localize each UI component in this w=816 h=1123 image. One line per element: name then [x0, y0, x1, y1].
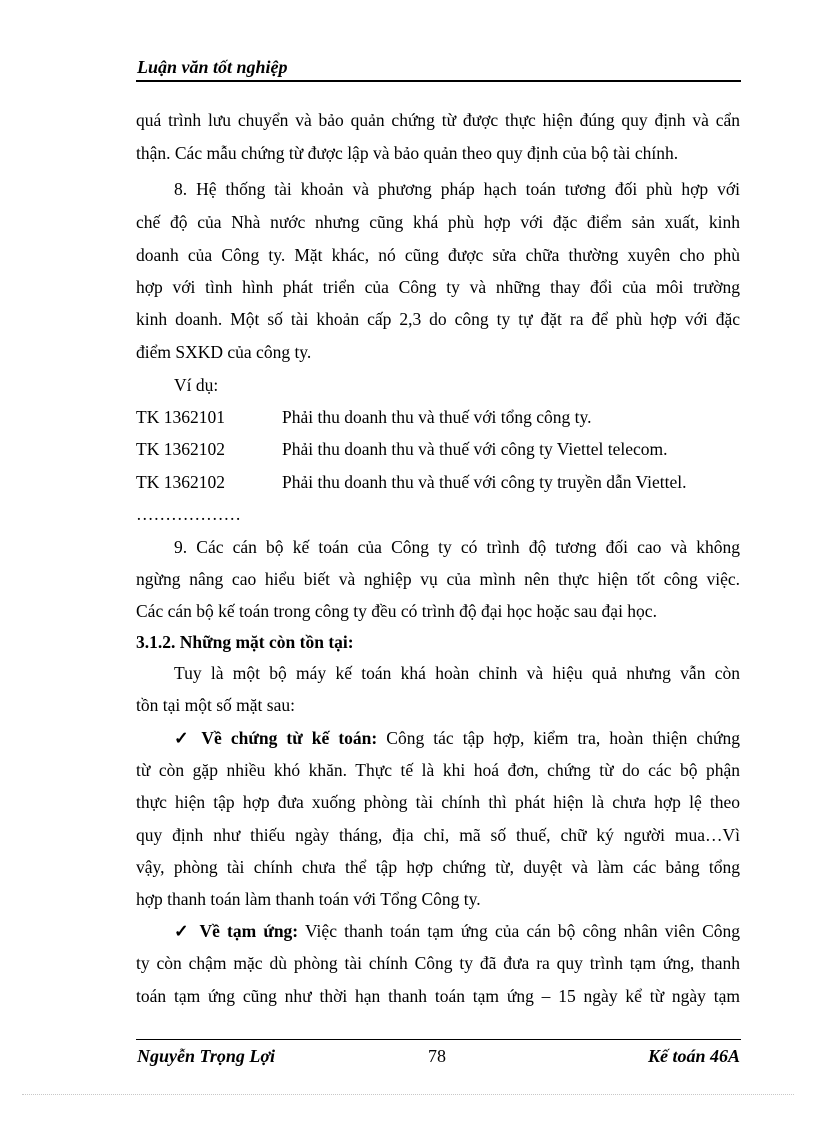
checkmark-icon: ✓: [174, 921, 192, 941]
account-code: TK 1362102: [136, 439, 225, 459]
paragraph-line: Các cán bộ kế toán trong công ty đều có trình độ đại học hoặc sau đại học.: [136, 601, 657, 621]
paragraph-line: điểm SXKD của công ty.: [136, 342, 312, 362]
paragraph-line: hợp thanh toán làm thanh toán với Tổng Công ty.: [136, 889, 481, 909]
bullet-line: [136, 726, 740, 750]
account-row: [136, 405, 740, 429]
header-divider: [136, 80, 741, 82]
bullet-text: Việc thanh toán tạm ứng của cán bộ công nhân viên Công: [298, 921, 741, 941]
section-heading: 3.1.2. Những mặt còn tồn tại:: [136, 632, 354, 652]
page-bottom-edge: [22, 1094, 794, 1095]
paragraph-line: từ còn gặp nhiều khó khăn. Thực tế là khi hoá đơn, chứng từ do các bộ phận: [136, 760, 740, 780]
paragraph-line: chế độ của Nhà nước nhưng cũng khá phù hợp với đặc điểm sản xuất, kinh: [136, 212, 740, 232]
footer-department: Kế toán 46A: [647, 1046, 740, 1066]
bullet-line: [136, 919, 740, 943]
paragraph-line: Tuy là một bộ máy kế toán khá hoàn chỉnh và hiệu quả nhưng vẫn còn: [174, 663, 740, 683]
paragraph-line: ty còn chậm mặc dù phòng tài chính Công ty đã đưa ra quy trình tạm ứng, thanh: [136, 953, 740, 973]
page-header-title: Luận văn tốt nghiệp: [137, 57, 288, 77]
paragraph-line: quá trình lưu chuyển và bảo quản chứng từ được thực hiện đúng quy định và cẩn: [136, 110, 740, 130]
paragraph-line: kinh doanh. Một số tài khoản cấp 2,3 do công ty tự đặt ra để phù hợp với đặc: [136, 309, 740, 329]
paragraph-line: hợp với tình hình phát triển của Công ty và những thay đổi của môi trường: [136, 277, 740, 297]
account-description: Phải thu doanh thu và thuế với công ty truyền dẫn Viettel.: [282, 472, 687, 492]
footer-author: Nguyễn Trọng Lợi: [137, 1046, 275, 1066]
checkmark-icon: ✓: [174, 728, 194, 748]
paragraph-line: vậy, phòng tài chính chưa thể tập hợp chứng từ, duyệt và làm các bảng tổng: [136, 857, 740, 877]
account-row: [136, 470, 740, 494]
paragraph-line: thực hiện tập hợp đưa xuống phòng tài chính thì phát hiện là chưa hợp lệ theo: [136, 792, 740, 812]
bullet-label: Về chứng từ kế toán:: [201, 728, 378, 748]
paragraph-line: 9. Các cán bộ kế toán của Công ty có trình độ tương đối cao và không: [174, 537, 740, 557]
ellipsis: ………………: [136, 504, 241, 524]
paragraph-line: quy định như thiếu ngày tháng, địa chỉ, mã số thuế, chữ ký người mua…Vì: [136, 825, 740, 845]
paragraph-line: 8. Hệ thống tài khoản và phương pháp hạch toán tương đối phù hợp với: [174, 179, 740, 199]
paragraph-line: thận. Các mẫu chứng từ được lập và bảo quản theo quy định của bộ tài chính.: [136, 143, 679, 163]
example-label: Ví dụ:: [174, 375, 219, 395]
paragraph-line: doanh của Công ty. Mặt khác, nó cũng được sửa chữa thường xuyên cho phù: [136, 245, 740, 265]
paragraph-line: ngừng nâng cao hiểu biết và nghiệp vụ của mình nên thực hiện tốt công việc.: [136, 569, 740, 589]
account-code: TK 1362102: [136, 472, 225, 492]
account-description: Phải thu doanh thu và thuế với công ty Viettel telecom.: [282, 439, 668, 459]
footer-divider: [136, 1039, 741, 1040]
paragraph-line: tồn tại một số mặt sau:: [136, 695, 295, 715]
paragraph-line: toán tạm ứng cũng như thời hạn thanh toán tạm ứng – 15 ngày kể từ ngày tạm: [136, 986, 740, 1006]
account-row: [136, 437, 740, 461]
bullet-label: Về tạm ứng:: [199, 921, 299, 941]
page-number: 78: [428, 1046, 446, 1066]
account-description: Phải thu doanh thu và thuế với tổng công ty.: [282, 407, 592, 427]
account-code: TK 1362101: [136, 407, 225, 427]
bullet-text: Công tác tập hợp, kiểm tra, hoàn thiện chứng: [377, 728, 740, 748]
